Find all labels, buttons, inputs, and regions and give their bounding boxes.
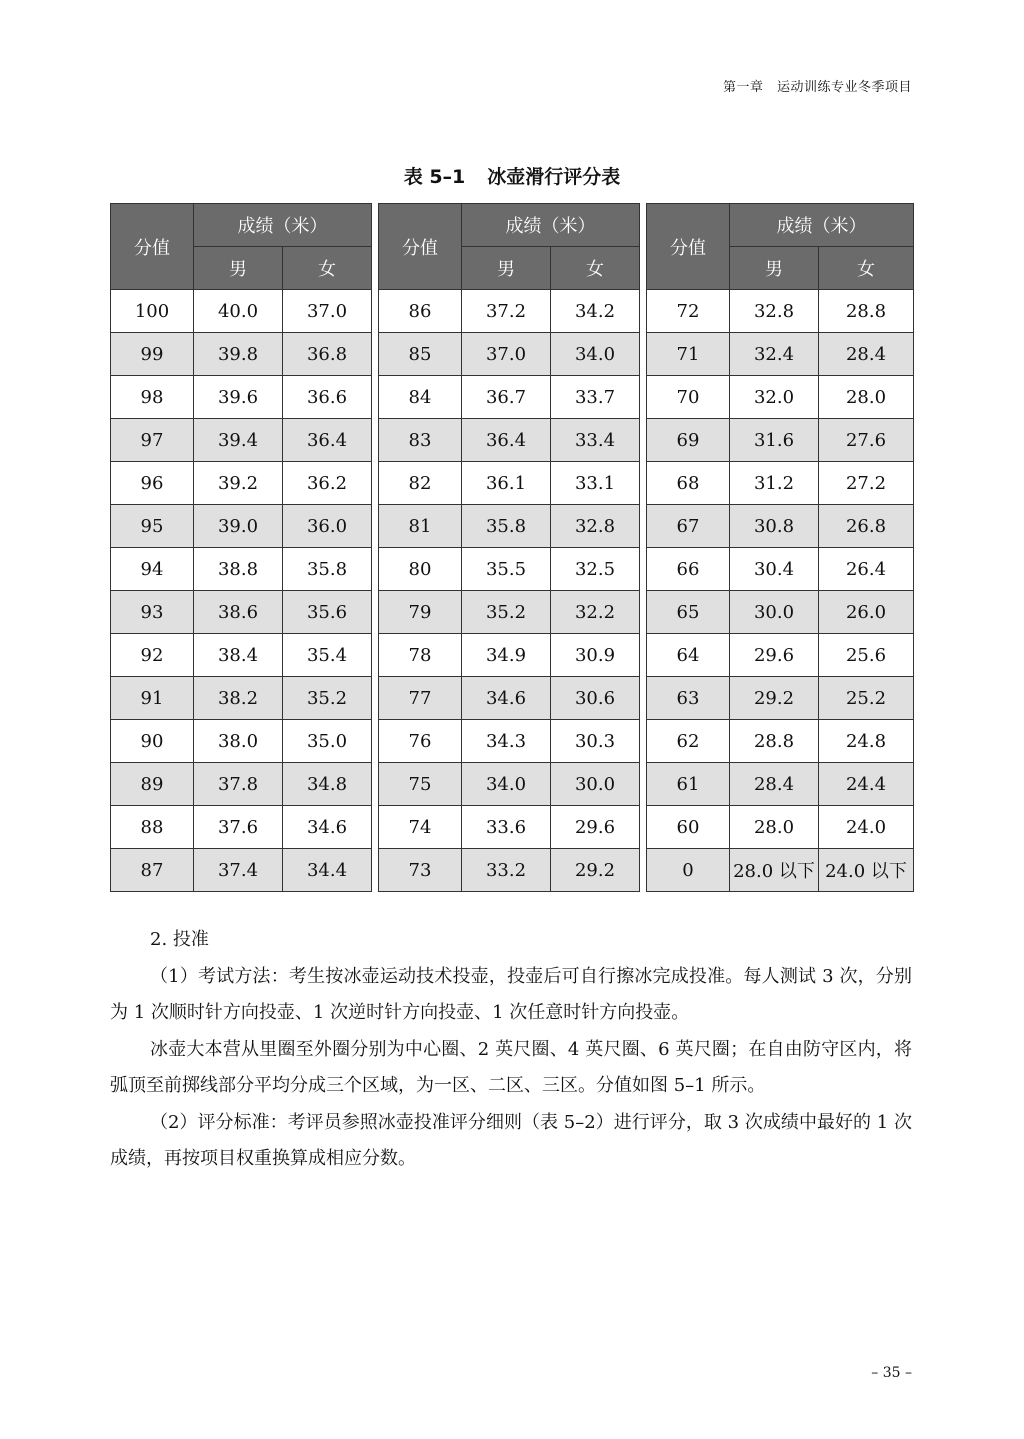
cell-male: 38.0 (194, 720, 283, 763)
cell-male: 28.0 (730, 806, 819, 849)
cell-female: 30.3 (551, 720, 640, 763)
table-row (647, 462, 914, 505)
cell-score: 62 (647, 720, 730, 763)
table-row (111, 763, 372, 806)
header-male: 男 (194, 247, 283, 290)
cell-female: 24.4 (819, 763, 914, 806)
cell-score: 68 (647, 462, 730, 505)
cell-score: 75 (379, 763, 462, 806)
cell-score: 99 (111, 333, 194, 376)
table-row (111, 505, 372, 548)
cell-score: 97 (111, 419, 194, 462)
table-row (647, 548, 914, 591)
cell-male: 35.8 (462, 505, 551, 548)
cell-male: 39.2 (194, 462, 283, 505)
cell-score: 91 (111, 677, 194, 720)
table-row (379, 806, 640, 849)
cell-score: 78 (379, 634, 462, 677)
cell-male: 36.1 (462, 462, 551, 505)
cell-score: 93 (111, 591, 194, 634)
cell-male: 32.0 (730, 376, 819, 419)
cell-female: 24.0 以下 (819, 849, 914, 892)
table-row (111, 333, 372, 376)
table-row (379, 419, 640, 462)
table-title (0, 162, 1024, 189)
cell-score: 92 (111, 634, 194, 677)
cell-female: 25.6 (819, 634, 914, 677)
cell-score: 81 (379, 505, 462, 548)
cell-male: 34.6 (462, 677, 551, 720)
table-row (647, 720, 914, 763)
cell-male: 28.8 (730, 720, 819, 763)
running-header: 第一章 运动训练专业冬季项目 (722, 80, 912, 95)
table-row (111, 419, 372, 462)
table-row (379, 634, 640, 677)
table-caption: 冰壶滑行评分表 (487, 166, 621, 188)
cell-male: 38.4 (194, 634, 283, 677)
table-number: 表 5–1 (403, 166, 466, 188)
table-row (379, 333, 640, 376)
cell-male: 37.4 (194, 849, 283, 892)
cell-male: 38.6 (194, 591, 283, 634)
cell-female: 30.9 (551, 634, 640, 677)
cell-male: 39.4 (194, 419, 283, 462)
cell-female: 26.4 (819, 548, 914, 591)
cell-female: 34.0 (551, 333, 640, 376)
table-row (111, 290, 372, 333)
cell-female: 25.2 (819, 677, 914, 720)
table-row (111, 462, 372, 505)
cell-male: 29.6 (730, 634, 819, 677)
cell-score: 94 (111, 548, 194, 591)
cell-score: 70 (647, 376, 730, 419)
table-row (647, 763, 914, 806)
cell-score: 71 (647, 333, 730, 376)
table-row (647, 677, 914, 720)
cell-female: 36.2 (283, 462, 372, 505)
cell-male: 32.4 (730, 333, 819, 376)
cell-female: 28.0 (819, 376, 914, 419)
table-row (111, 720, 372, 763)
cell-score: 67 (647, 505, 730, 548)
table-row (647, 505, 914, 548)
cell-score: 66 (647, 548, 730, 591)
header-score: 分值 (379, 204, 462, 290)
table-row (111, 634, 372, 677)
cell-score: 87 (111, 849, 194, 892)
header-male: 男 (462, 247, 551, 290)
table-row (647, 376, 914, 419)
table-row (379, 591, 640, 634)
cell-score: 64 (647, 634, 730, 677)
header-result: 成绩（米） (462, 204, 640, 247)
cell-score: 86 (379, 290, 462, 333)
score-table-2 (378, 203, 640, 892)
cell-score: 73 (379, 849, 462, 892)
cell-score: 95 (111, 505, 194, 548)
table-row (379, 548, 640, 591)
cell-female: 24.0 (819, 806, 914, 849)
cell-score: 100 (111, 290, 194, 333)
cell-male: 39.6 (194, 376, 283, 419)
table-row (111, 677, 372, 720)
header-female: 女 (819, 247, 914, 290)
cell-score: 84 (379, 376, 462, 419)
cell-male: 29.2 (730, 677, 819, 720)
cell-female: 30.0 (551, 763, 640, 806)
cell-male: 28.0 以下 (730, 849, 819, 892)
cell-female: 34.2 (551, 290, 640, 333)
cell-female: 26.0 (819, 591, 914, 634)
cell-male: 38.8 (194, 548, 283, 591)
cell-male: 34.9 (462, 634, 551, 677)
score-tables (110, 203, 914, 892)
cell-score: 72 (647, 290, 730, 333)
cell-male: 31.2 (730, 462, 819, 505)
cell-male: 28.4 (730, 763, 819, 806)
cell-male: 30.0 (730, 591, 819, 634)
cell-score: 65 (647, 591, 730, 634)
table-row (111, 849, 372, 892)
section-heading: 2. 投准 (150, 929, 209, 950)
table-row (111, 376, 372, 419)
cell-female: 28.8 (819, 290, 914, 333)
cell-score: 82 (379, 462, 462, 505)
cell-female: 34.8 (283, 763, 372, 806)
table-row (647, 849, 914, 892)
cell-female: 34.4 (283, 849, 372, 892)
cell-score: 76 (379, 720, 462, 763)
score-table-1 (110, 203, 372, 892)
cell-score: 69 (647, 419, 730, 462)
cell-female: 29.2 (551, 849, 640, 892)
cell-score: 80 (379, 548, 462, 591)
cell-male: 34.0 (462, 763, 551, 806)
cell-female: 29.6 (551, 806, 640, 849)
cell-score: 63 (647, 677, 730, 720)
cell-female: 27.2 (819, 462, 914, 505)
cell-male: 40.0 (194, 290, 283, 333)
cell-female: 32.5 (551, 548, 640, 591)
paragraph: （1）考试方法：考生按冰壶运动技术投壶，投壶后可自行擦冰完成投准。每人测试 3 次，分别为 1 次顺时针方向投壶、1 次逆时针方向投壶、1 次任意时针方向投壶。 (110, 965, 912, 1023)
body-text (110, 922, 912, 1178)
cell-male: 37.8 (194, 763, 283, 806)
cell-female: 26.8 (819, 505, 914, 548)
cell-male: 38.2 (194, 677, 283, 720)
table-row (379, 849, 640, 892)
cell-male: 34.3 (462, 720, 551, 763)
cell-male: 33.2 (462, 849, 551, 892)
header-score: 分值 (647, 204, 730, 290)
table-row (647, 634, 914, 677)
cell-score: 90 (111, 720, 194, 763)
header-score: 分值 (111, 204, 194, 290)
table-row (111, 548, 372, 591)
cell-female: 35.8 (283, 548, 372, 591)
table-row (379, 462, 640, 505)
table-row (379, 290, 640, 333)
cell-female: 35.4 (283, 634, 372, 677)
cell-male: 36.7 (462, 376, 551, 419)
table-row (647, 333, 914, 376)
cell-female: 33.4 (551, 419, 640, 462)
cell-male: 30.8 (730, 505, 819, 548)
cell-male: 37.6 (194, 806, 283, 849)
header-result: 成绩（米） (730, 204, 914, 247)
cell-score: 98 (111, 376, 194, 419)
cell-female: 37.0 (283, 290, 372, 333)
cell-female: 33.7 (551, 376, 640, 419)
cell-female: 35.6 (283, 591, 372, 634)
score-table-3 (646, 203, 914, 892)
cell-score: 0 (647, 849, 730, 892)
cell-male: 39.8 (194, 333, 283, 376)
cell-female: 34.6 (283, 806, 372, 849)
cell-female: 27.6 (819, 419, 914, 462)
table-row (647, 419, 914, 462)
cell-female: 28.4 (819, 333, 914, 376)
cell-score: 96 (111, 462, 194, 505)
cell-score: 61 (647, 763, 730, 806)
cell-score: 85 (379, 333, 462, 376)
cell-male: 35.5 (462, 548, 551, 591)
cell-female: 32.8 (551, 505, 640, 548)
paragraph: （2）评分标准：考评员参照冰壶投准评分细则（表 5–2）进行评分，取 3 次成绩中最好的 1 次成绩，再按项目权重换算成相应分数。 (110, 1111, 912, 1169)
cell-male: 37.2 (462, 290, 551, 333)
cell-score: 79 (379, 591, 462, 634)
cell-male: 31.6 (730, 419, 819, 462)
table-row (379, 376, 640, 419)
table-row (647, 806, 914, 849)
cell-score: 60 (647, 806, 730, 849)
cell-female: 33.1 (551, 462, 640, 505)
header-female: 女 (551, 247, 640, 290)
cell-male: 35.2 (462, 591, 551, 634)
cell-score: 88 (111, 806, 194, 849)
cell-male: 36.4 (462, 419, 551, 462)
header-male: 男 (730, 247, 819, 290)
cell-female: 24.8 (819, 720, 914, 763)
cell-female: 36.4 (283, 419, 372, 462)
cell-female: 32.2 (551, 591, 640, 634)
table-row (379, 763, 640, 806)
cell-male: 37.0 (462, 333, 551, 376)
cell-female: 36.6 (283, 376, 372, 419)
table-row (111, 806, 372, 849)
table-row (647, 290, 914, 333)
cell-score: 74 (379, 806, 462, 849)
table-row (379, 505, 640, 548)
table-row (379, 677, 640, 720)
header-result: 成绩（米） (194, 204, 372, 247)
cell-female: 35.0 (283, 720, 372, 763)
paragraph: 冰壶大本营从里圈至外圈分别为中心圈、2 英尺圈、4 英尺圈、6 英尺圈；在自由防守区内，将弧顶至前掷线部分平均分成三个区域，为一区、二区、三区。分值如图 5–1 所示。 (110, 1038, 912, 1096)
cell-male: 32.8 (730, 290, 819, 333)
cell-male: 39.0 (194, 505, 283, 548)
cell-score: 77 (379, 677, 462, 720)
table-row (379, 720, 640, 763)
cell-female: 36.8 (283, 333, 372, 376)
cell-female: 35.2 (283, 677, 372, 720)
cell-score: 89 (111, 763, 194, 806)
page-number: – 35 – (871, 1365, 912, 1381)
cell-male: 33.6 (462, 806, 551, 849)
cell-male: 30.4 (730, 548, 819, 591)
table-row (647, 591, 914, 634)
cell-score: 83 (379, 419, 462, 462)
cell-female: 36.0 (283, 505, 372, 548)
cell-female: 30.6 (551, 677, 640, 720)
table-row (111, 591, 372, 634)
header-female: 女 (283, 247, 372, 290)
